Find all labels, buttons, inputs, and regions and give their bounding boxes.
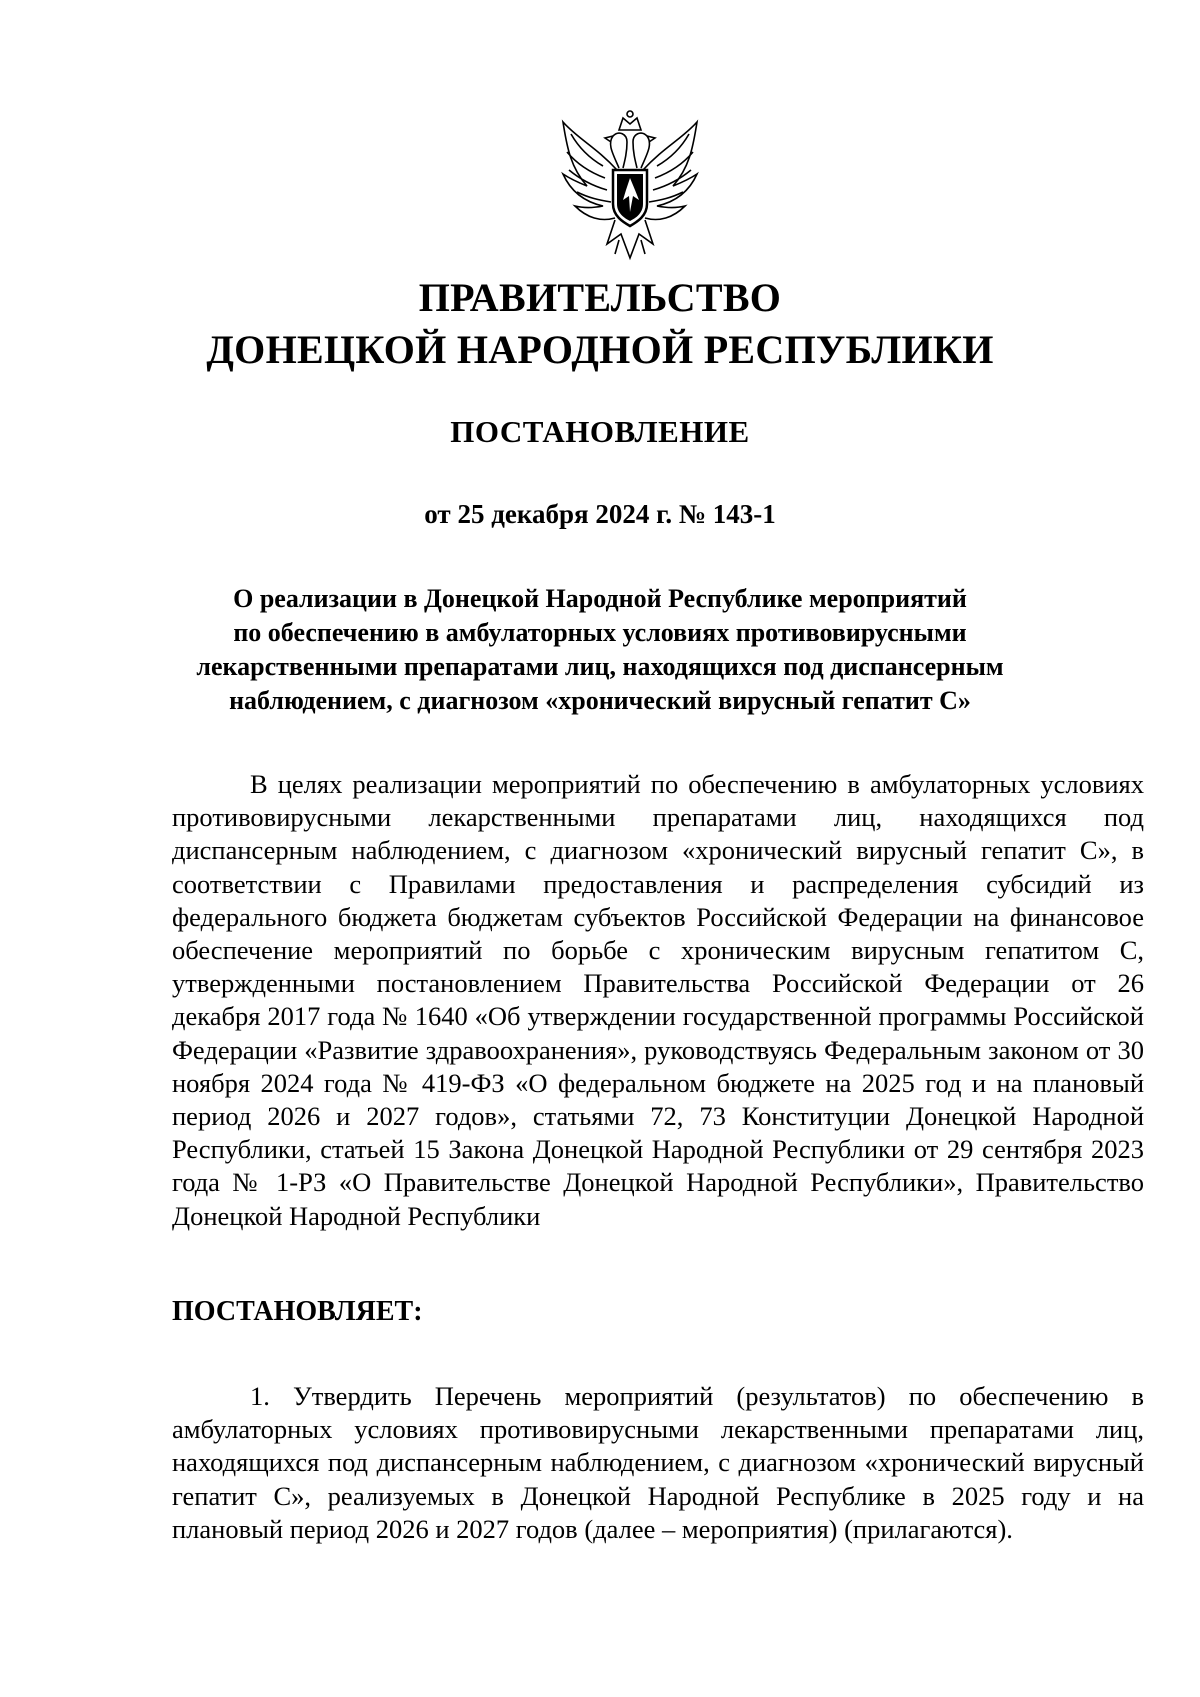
document-subject [0, 582, 1200, 718]
government-line-2: ДОНЕЦКОЙ НАРОДНОЙ РЕСПУБЛИКИ [206, 327, 994, 372]
subject-line: наблюдением, с диагнозом «хронический вирусный гепатит С» [229, 686, 971, 715]
subject-line: по обеспечению в амбулаторных условиях противовирусными [233, 618, 967, 647]
document-type: ПОСТАНОВЛЕНИЕ [450, 414, 750, 449]
subject-line: О реализации в Донецкой Народной Республике мероприятий [233, 584, 967, 613]
document-date-number: от 25 декабря 2024 г. № 143-1 [424, 499, 776, 529]
government-line-1: ПРАВИТЕЛЬСТВО [418, 275, 782, 320]
preamble-paragraph: В целях реализации мероприятий по обеспечению в амбулаторных условиях противовирусными лекарственными препаратами лиц, находящихся под диспансерным наблюдением, с диагнозом «хронический вирусный гепатит С», в соответствии с Правилами предоставления и распределения субсидий из федерального бюджета бюджетам субъектов Российской Федерации на финансовое обеспечение мероприятий по борьбе с хроническим вирусным гепатитом С, утвержденными постановлением Правительства Российской Федерации от 26 декабря 2017 года № 1640 «Об утверждении государственной программы Российской Федерации «Развитие здравоохранения», руководствуясь Федеральным законом от 30 ноября 2024 года № 419-ФЗ «О федеральном бюджете на 2025 год и на плановый период 2026 и 2027 годов», статьями 72, 73 Конституции Донецкой Народной Республики, статьей 15 Закона Донецкой Народной Республики от 29 сентября 2023 года № 1-РЗ «О Правительстве Донецкой Народной Республики», Правительство Донецкой Народной Республики [172, 769, 1144, 1231]
government-name [0, 272, 1200, 376]
item-1-paragraph: 1. Утвердить Перечень мероприятий (результатов) по обеспечению в амбулаторных условиях противовирусными лекарственными препаратами лиц, находящихся под диспансерным наблюдением, с диагнозом «хронический вирусный гепатит С», реализуемых в Донецкой Народной Республике в 2025 году и на плановый период 2026 и 2027 годов (далее – мероприятия) (прилагаются). [172, 1381, 1144, 1544]
double-headed-eagle-coat-of-arms-icon [557, 108, 703, 268]
subject-line: лекарственными препаратами лиц, находящихся под диспансерным [196, 652, 1004, 681]
decree-heading: ПОСТАНОВЛЯЕТ: [172, 1296, 423, 1327]
